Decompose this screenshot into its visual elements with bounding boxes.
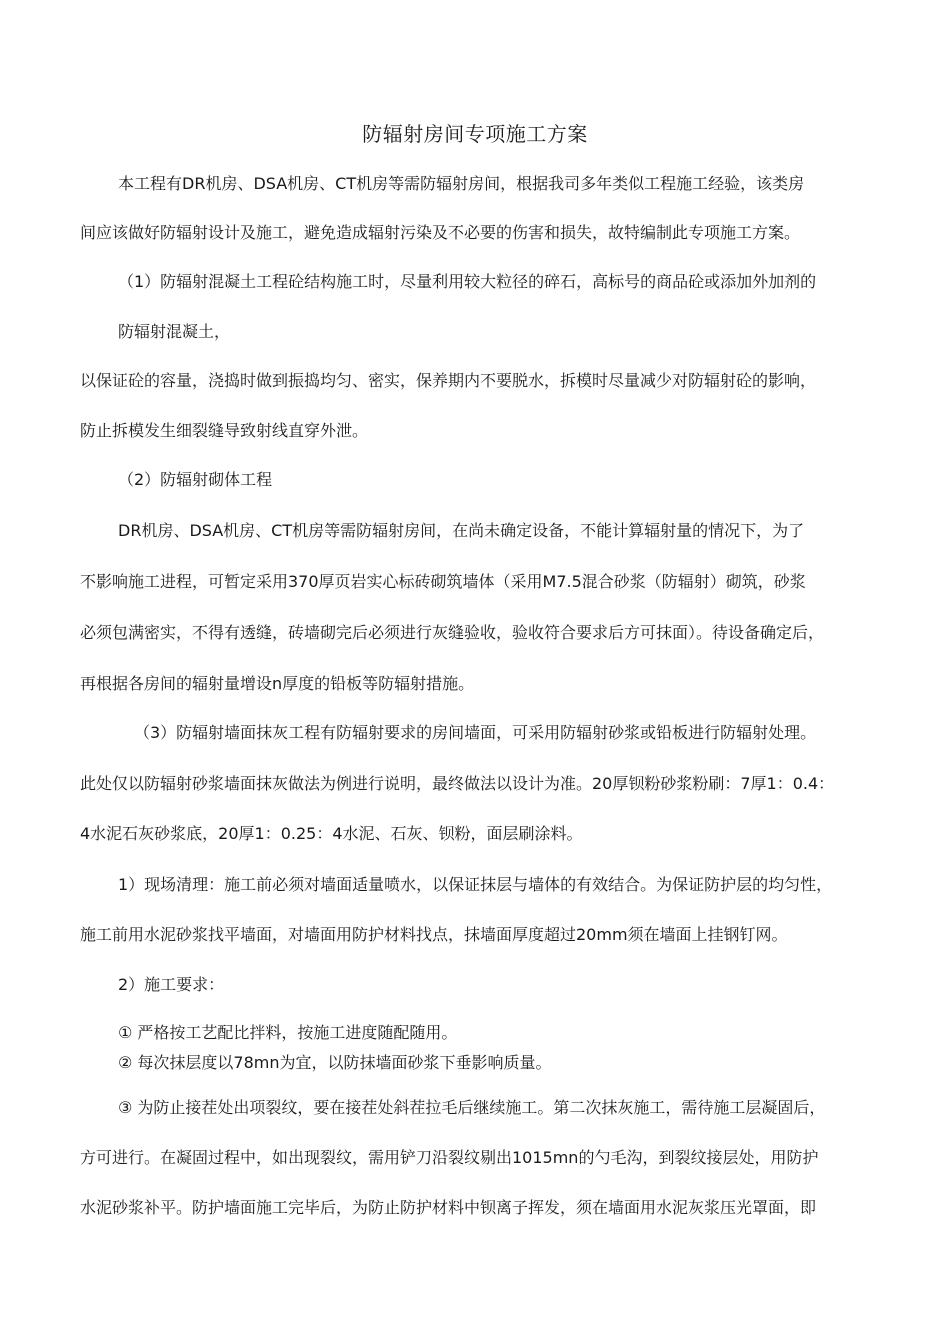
paragraph-line: （1）防辐射混凝土工程砼结构施工时，尽量利用较大粒径的碎石，高标号的商品砼或添加外加剂的 <box>118 272 817 291</box>
paragraph-line: DR机房、DSA机房、CT机房等需防辐射房间，在尚未确定设备，不能计算辐射量的情况下，为了 <box>118 521 805 540</box>
paragraph-line: （3）防辐射墙面抹灰工程有防辐射要求的房间墙面，可采用防辐射砂浆或铅板进行防辐射处理。 <box>134 723 817 742</box>
page-title: 防辐射房间专项施工方案 <box>362 122 588 146</box>
paragraph-line: 1）现场清理：施工前必须对墙面适量喷水，以保证抹层与墙体的有效结合。为保证防护层的均匀性， <box>118 875 833 894</box>
paragraph-line: 必须包满密实，不得有透缝，砖墙砌完后必须进行灰缝验收，验收符合要求后方可抹面）。待设备确定后， <box>80 623 825 642</box>
paragraph-line: 防止拆模发生细裂缝导致射线直穿外泄。 <box>80 421 369 440</box>
paragraph-line: 以保证砼的容量，浇捣时做到振捣均匀、密实，保养期内不要脱水，拆模时尽量减少对防辐射砼的影响， <box>80 371 817 390</box>
paragraph-line: 此处仅以防辐射砂浆墙面抹灰做法为例进行说明，最终做法以设计为准。20厚钡粉砂浆粉刷：7厚1：0.4： <box>80 774 835 793</box>
paragraph-line: 水泥砂浆补平。防护墙面施工完毕后，为防止防护材料中钡离子挥发，须在墙面用水泥灰浆压光罩面，即 <box>80 1198 817 1217</box>
paragraph-line: 施工前用水泥砂浆找平墙面，对墙面用防护材料找点，抹墙面厚度超过20mm须在墙面上挂钢钉网。 <box>80 925 788 944</box>
paragraph-line: 间应该做好防辐射设计及施工，避免造成辐射污染及不必要的伤害和损失，故特编制此专项施工方案。 <box>80 223 801 242</box>
list-item: ③ 为防止接茬处出项裂纹，要在接茬处斜茬拉毛后继续施工。第二次抹灰施工，需待施工层凝固后， <box>118 1098 826 1117</box>
paragraph-line: 4水泥石灰砂浆底，20厚1：0.25：4水泥、石灰、钡粉，面层刷涂料。 <box>80 824 583 843</box>
paragraph-line: 2）施工要求： <box>118 975 225 994</box>
paragraph-line: 方可进行。在凝固过程中，如出现裂纹，需用铲刀沿裂纹剔出1015mn的勺毛沟，到裂纹接层处，用防护 <box>80 1148 819 1167</box>
paragraph-line: 再根据各房间的辐射量增设n厚度的铅板等防辐射措施。 <box>80 674 475 693</box>
list-item: ① 严格按工艺配比拌料，按施工进度随配随用。 <box>118 1023 458 1042</box>
paragraph-line: （2）防辐射砌体工程 <box>118 470 273 489</box>
paragraph-line: 本工程有DR机房、DSA机房、CT机房等需防辐射房间，根据我司多年类似工程施工经验，该类房 <box>118 174 805 193</box>
list-item: ② 每次抹层度以78mn为宜，以防抹墙面砂浆下垂影响质量。 <box>118 1053 552 1072</box>
paragraph-line: 防辐射混凝土， <box>118 322 231 341</box>
paragraph-line: 不影响施工进程，可暂定采用370厚页岩实心标砖砌筑墙体（采用M7.5混合砂浆（防辐射）砌筑，砂浆 <box>80 572 806 591</box>
